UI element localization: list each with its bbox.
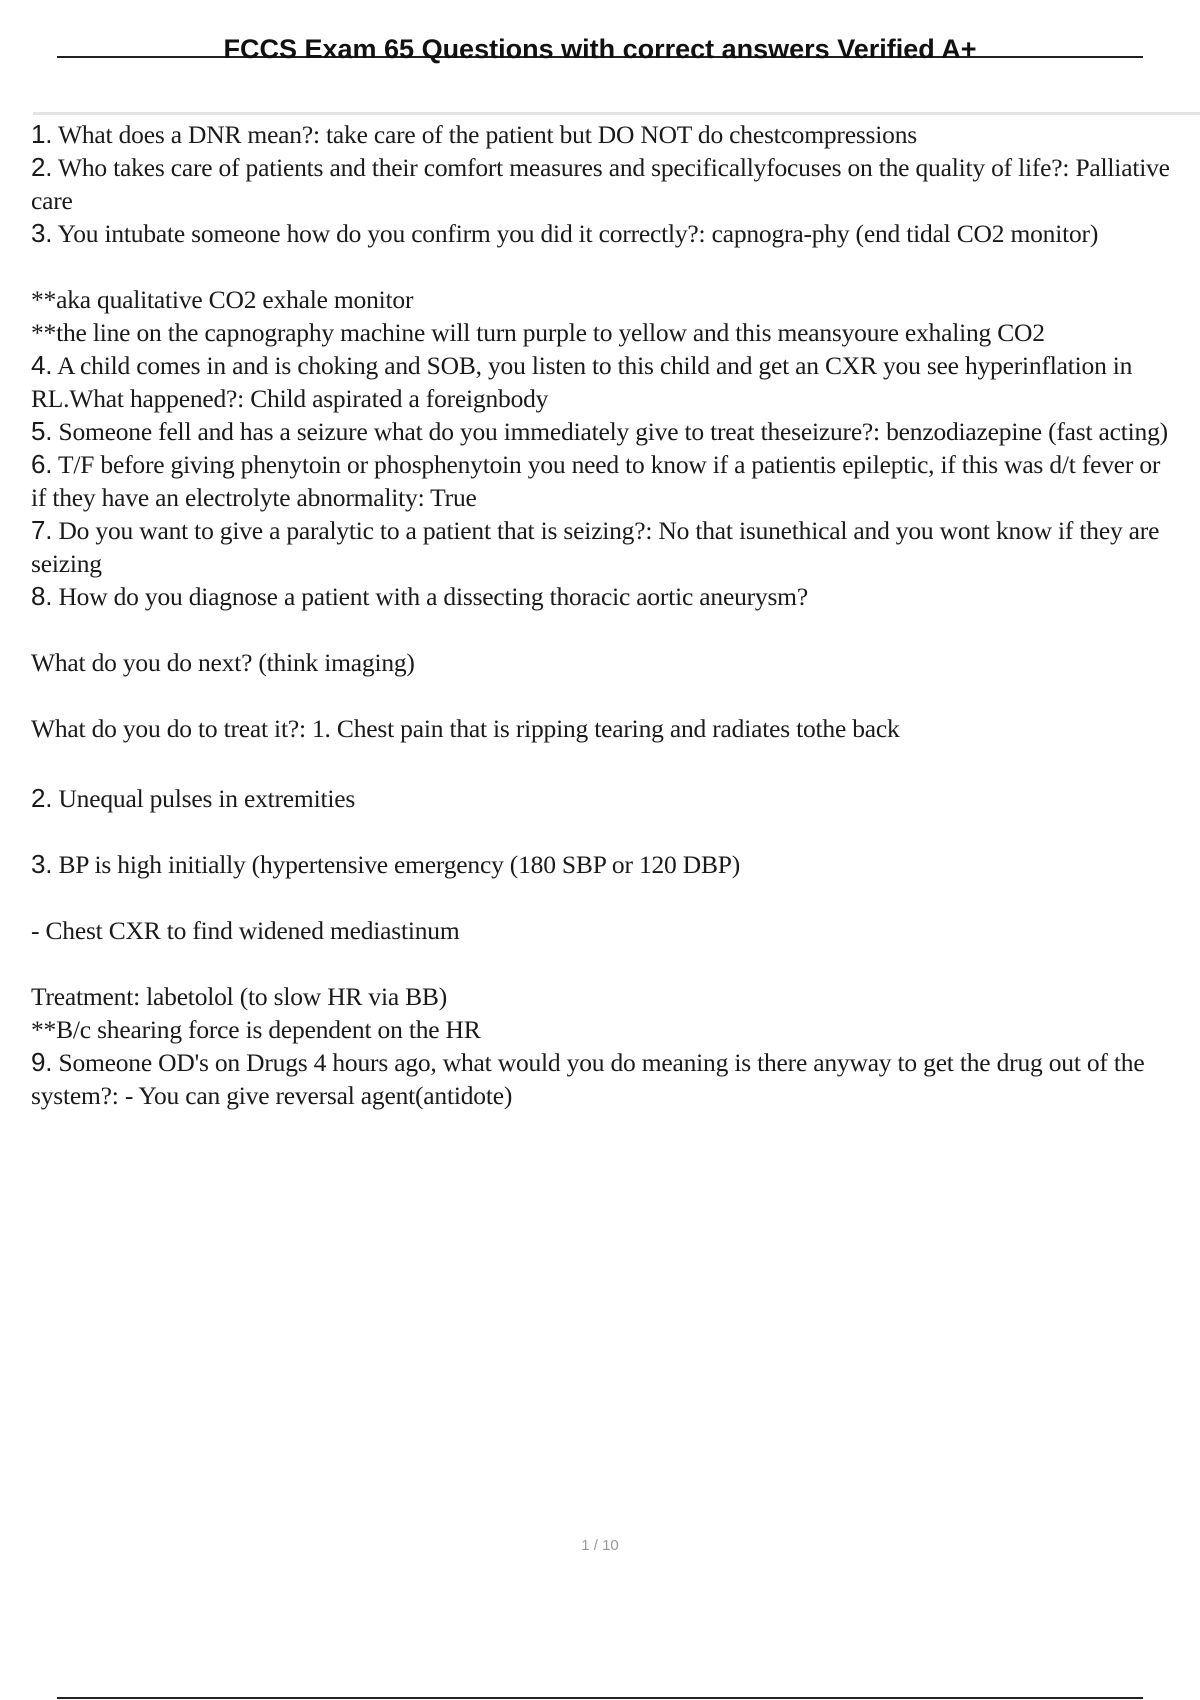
item-number: 8.	[31, 581, 53, 611]
item-number: 9.	[31, 1047, 53, 1077]
question-2	[31, 151, 1181, 217]
item-text: Treatment: labetolol (to slow HR via BB)	[31, 982, 448, 1011]
item-text: Who takes care of patients and their comfort measures and specificallyfocuses on the quality of life?: Palliative care	[31, 153, 1170, 215]
note-line	[31, 980, 1181, 1013]
item-number: 6.	[31, 449, 53, 479]
item-text: You intubate someone how do you confirm you did it correctly?: capnogra-phy (end tidal CO2 monitor)	[52, 219, 1099, 248]
header-divider	[33, 112, 1200, 115]
question-5	[31, 415, 1181, 448]
note-line	[31, 712, 1181, 745]
sub-item-3	[31, 848, 1181, 881]
item-text: BP is high initially (hypertensive emergency (180 SBP or 120 DBP)	[52, 850, 741, 879]
item-text: T/F before giving phenytoin or phosphenytoin you need to know if a patientis epileptic, if this was d/t fever or if they have an electrolyte abnormality: True	[31, 450, 1161, 512]
item-text: What does a DNR mean?: take care of the patient but DO NOT do chestcompressions	[52, 120, 917, 149]
item-number: 7.	[31, 515, 53, 545]
item-text: How do you diagnose a patient with a dissecting thoracic aortic aneurysm?	[52, 582, 808, 611]
item-text: Someone OD's on Drugs 4 hours ago, what would you do meaning is there anyway to get the drug out of the system?: - You can give reversal agent(antidote)	[31, 1048, 1145, 1110]
spacer	[31, 745, 1181, 782]
item-text: Unequal pulses in extremities	[52, 784, 356, 813]
document-title: FCCS Exam 65 Questions with correct answers Verified A+	[223, 34, 977, 64]
question-7	[31, 514, 1181, 580]
question-1	[31, 118, 1181, 151]
item-text: Do you want to give a paralytic to a patient that is seizing?: No that isunethical and you wont know if they are seizing	[31, 516, 1160, 578]
spacer	[31, 679, 1181, 712]
spacer	[31, 613, 1181, 646]
footer-rule	[57, 1697, 1143, 1699]
page-indicator: 1 / 10	[581, 1537, 619, 1554]
item-number: 2.	[31, 152, 53, 182]
item-text: What do you do to treat it?: 1. Chest pain that is ripping tearing and radiates tothe back	[31, 714, 900, 743]
item-number: 2.	[31, 783, 53, 813]
title-block	[57, 30, 1143, 80]
item-text: **aka qualitative CO2 exhale monitor	[31, 285, 414, 314]
question-4	[31, 349, 1181, 415]
question-8	[31, 580, 1181, 613]
note-line	[31, 646, 1181, 679]
item-number: 4.	[31, 350, 53, 380]
item-number: 3.	[31, 218, 53, 248]
item-text: - Chest CXR to find widened mediastinum	[31, 916, 460, 945]
item-text: What do you do next? (think imaging)	[31, 648, 415, 677]
document-body	[31, 118, 1181, 1112]
question-3	[31, 217, 1181, 250]
note-line	[31, 1013, 1181, 1046]
sub-item-2	[31, 782, 1181, 815]
item-text: Someone fell and has a seizure what do you immediately give to treat theseizure?: benzodiazepine (fast acting)	[52, 417, 1168, 446]
question-6	[31, 448, 1181, 514]
note-line	[31, 914, 1181, 947]
spacer	[31, 881, 1181, 914]
spacer	[31, 250, 1181, 283]
item-text: **the line on the capnography machine will turn purple to yellow and this meansyoure exhaling CO2	[31, 318, 1045, 347]
item-number: 5.	[31, 416, 53, 446]
note-line	[31, 316, 1181, 349]
note-line	[31, 283, 1181, 316]
spacer	[31, 815, 1181, 848]
item-text: **B/c shearing force is dependent on the HR	[31, 1015, 481, 1044]
spacer	[31, 947, 1181, 980]
item-text: A child comes in and is choking and SOB, you listen to this child and get an CXR you see hyperinflation in RL.What happened?: Child aspirated a foreignbody	[31, 351, 1133, 413]
item-number: 1.	[31, 119, 53, 149]
question-9	[31, 1046, 1181, 1112]
item-number: 3.	[31, 849, 53, 879]
